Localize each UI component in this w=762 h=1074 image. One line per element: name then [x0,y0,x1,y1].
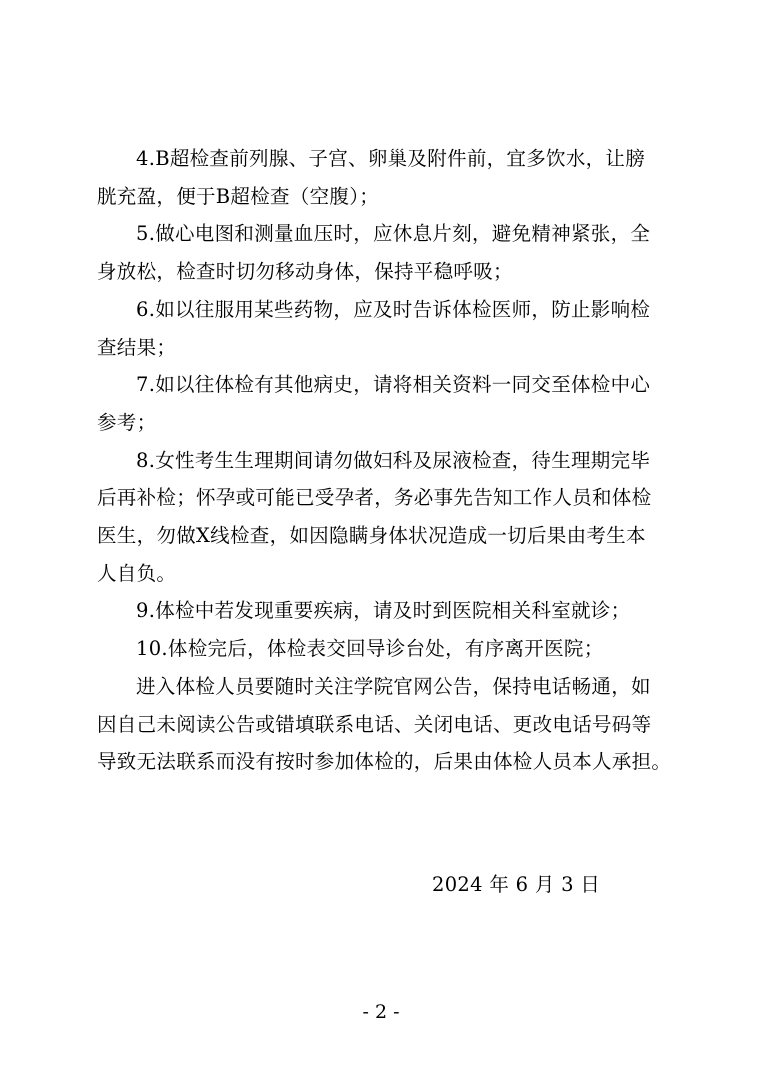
paragraph-line: 参考； [97,410,157,434]
paragraph-line: 6.如以往服用某些药物，应及时告诉体检医师，防止影响检 [136,297,651,321]
paragraph-line: 4.B超检查前列腺、子宫、卵巢及附件前，宜多饮水，让膀 [136,147,646,170]
item-8-paragraph [97,442,677,593]
paragraph-line: 医生，勿做X线检查，如因隐瞒身体状况造成一切后果由考生本 [97,524,646,548]
paragraph-line: 胱充盈，便于B超检查（空腹）； [97,184,380,208]
paragraph-line: 人自负。 [97,561,177,585]
paragraph-line: 因自己未阅读公告或错填联系电话、关闭电话、更改电话号码等 [97,712,652,736]
item-9-paragraph [97,592,677,630]
page-number: - 2 - [362,1001,400,1023]
paragraph-line: 7.如以往体检有其他病史，请将相关资料一同交至体检中心 [136,373,651,397]
paragraph-line: 进入体检人员要随时关注学院官网公告，保持电话畅通，如 [136,674,651,698]
document-date: 2024 年 6 月 3 日 [432,873,601,896]
item-6-paragraph [97,291,677,366]
item-4-paragraph [97,140,677,215]
document-body [97,140,677,781]
notice-paragraph [97,668,677,781]
paragraph-line: 8.女性考生生理期间请勿做妇科及尿液检查，待生理期完毕 [136,448,651,472]
paragraph-line: 9.体检中若发现重要疾病，请及时到医院相关科室就诊； [136,599,631,623]
item-5-paragraph [97,215,677,290]
paragraph-line: 查结果； [97,335,177,359]
paragraph-line: 5.做心电图和测量血压时，应休息片刻，避免精神紧张，全 [136,222,651,246]
paragraph-line: 后再补检；怀孕或可能已受孕者，务必事先告知工作人员和体检 [97,486,652,510]
paragraph-line: 身放松，检查时切勿移动身体，保持平稳呼吸； [97,260,513,284]
item-10-paragraph [97,630,677,668]
item-7-paragraph [97,366,677,441]
paragraph-line: 10.体检完后，体检表交回导诊台处，有序离开医院； [136,637,604,661]
paragraph-line: 导致无法联系而没有按时参加体检的，后果由体检人员本人承担。 [97,750,672,774]
